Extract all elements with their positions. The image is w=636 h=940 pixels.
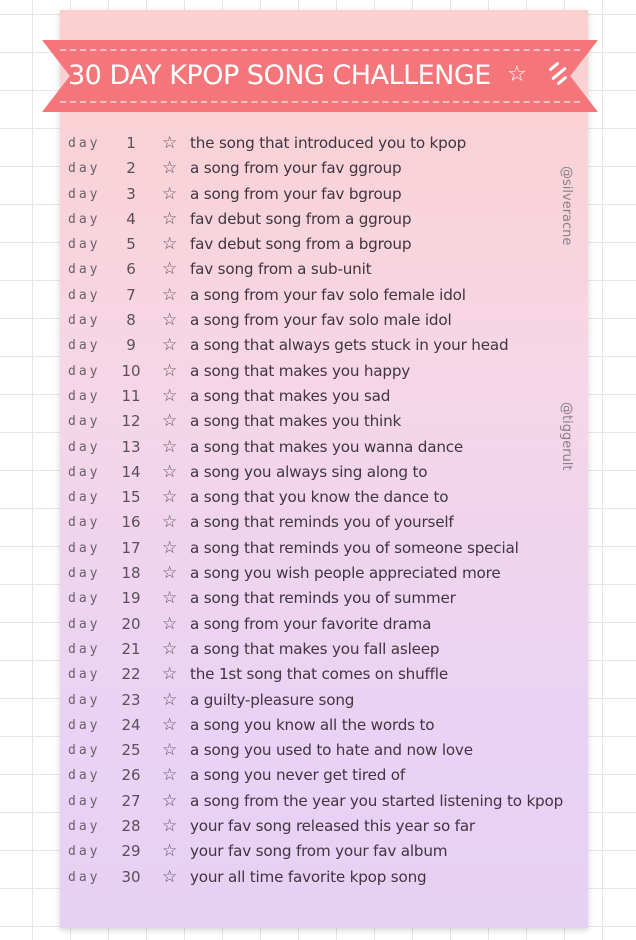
day-label: day: [68, 667, 101, 683]
list-item: [68, 359, 588, 384]
star-outline-icon: ☆: [162, 613, 178, 634]
day-number: 3: [126, 184, 136, 203]
day-number: 13: [121, 437, 141, 456]
star-outline-icon: ☆: [162, 360, 178, 381]
day-label: day: [68, 819, 101, 835]
star-outline-icon: ☆: [162, 183, 178, 204]
prompt-text: a song you used to hate and now love: [190, 741, 473, 760]
list-item: [68, 789, 588, 814]
list-item: [68, 131, 588, 156]
day-label: day: [68, 136, 101, 151]
prompt-text: a song that makes you think: [190, 412, 402, 431]
day-label: day: [68, 768, 101, 784]
prompt-text: fav song from a sub-unit: [190, 260, 372, 279]
day-label: day: [68, 641, 101, 657]
star-outline-icon: ☆: [162, 689, 178, 710]
list-item: [68, 333, 588, 358]
day-number: 15: [121, 488, 141, 507]
star-outline-icon: ☆: [162, 664, 178, 685]
day-number: 19: [121, 589, 141, 608]
day-label: day: [68, 388, 101, 404]
day-number: 10: [121, 361, 141, 380]
day-number: 6: [126, 260, 136, 279]
star-outline-icon: ☆: [162, 512, 178, 533]
list-item: [68, 156, 588, 181]
star-outline-icon: ☆: [162, 790, 178, 811]
prompt-text: a song that makes you wanna dance: [190, 437, 464, 456]
day-number: 14: [121, 462, 141, 481]
star-outline-icon: ☆: [162, 133, 178, 153]
star-outline-icon: ☆: [162, 866, 178, 887]
prompt-text: a song you wish people appreciated more: [190, 564, 501, 583]
list-item: [68, 283, 588, 308]
list-item: [68, 460, 588, 485]
list-item: [68, 561, 588, 586]
day-number: 9: [126, 336, 136, 355]
star-outline-icon: ☆: [162, 234, 178, 255]
list-item: [68, 637, 588, 662]
star-outline-icon: ☆: [162, 714, 178, 735]
day-label: day: [68, 313, 101, 329]
list-item: [68, 182, 588, 207]
star-outline-icon: ☆: [162, 563, 178, 584]
day-number: 22: [121, 665, 141, 684]
day-number: 21: [121, 639, 141, 658]
prompt-text: a song from your favorite drama: [190, 614, 432, 633]
day-label: day: [68, 414, 101, 430]
star-outline-icon: ☆: [162, 740, 178, 761]
star-outline-icon: ☆: [162, 335, 178, 356]
star-outline-icon: ☆: [162, 310, 178, 331]
prompt-text: a song from the year you started listening to kpop: [190, 791, 564, 810]
prompt-text: your all time favorite kpop song: [190, 867, 427, 886]
day-label: day: [68, 262, 101, 278]
prompt-text: your fav song released this year so far: [190, 817, 475, 836]
day-label: day: [68, 566, 101, 582]
star-outline-icon: ☆: [162, 765, 178, 786]
list-item: [68, 839, 588, 864]
prompt-text: a song that always gets stuck in your head: [190, 336, 509, 355]
list-item: [68, 409, 588, 434]
prompt-text: a song that reminds you of summer: [190, 589, 456, 608]
star-outline-icon: ☆: [162, 158, 178, 179]
sparkle-lines-icon: [546, 57, 570, 91]
day-label: day: [68, 490, 101, 506]
day-number: 24: [121, 715, 141, 734]
list-item: [68, 485, 588, 510]
prompt-text: a song you know all the words to: [190, 715, 435, 734]
list-item: [68, 738, 588, 763]
day-label: day: [68, 515, 101, 531]
list-item: [68, 257, 588, 282]
day-number: 7: [126, 285, 136, 304]
day-number: 30: [121, 867, 141, 886]
star-outline-icon: ☆: [162, 461, 178, 482]
prompt-text: fav debut song from a bgroup: [190, 235, 412, 254]
prompt-text: a song that you know the dance to: [190, 488, 449, 507]
list-item: [68, 662, 588, 687]
prompt-text: the song that introduced you to kpop: [190, 134, 467, 152]
prompt-text: a song that makes you sad: [190, 386, 391, 405]
list-item: [68, 763, 588, 788]
day-label: day: [68, 363, 101, 379]
star-outline-icon: ☆: [162, 208, 178, 229]
star-outline-icon: ☆: [162, 259, 178, 280]
prompt-text: a song you always sing along to: [190, 462, 428, 481]
day-label: day: [68, 844, 101, 860]
credit-silveracne: @silveracne: [559, 166, 574, 246]
list-item: [68, 308, 588, 333]
prompt-text: a song that reminds you of yourself: [190, 513, 454, 532]
day-number: 8: [126, 311, 136, 330]
day-label: day: [68, 287, 101, 303]
day-label: day: [68, 743, 101, 759]
day-number: 26: [121, 766, 141, 785]
day-number: 16: [121, 513, 141, 532]
prompt-text: a song from your fav solo female idol: [190, 285, 466, 304]
day-number: 27: [121, 791, 141, 810]
star-outline-icon: ☆: [507, 62, 527, 87]
star-outline-icon: ☆: [162, 487, 178, 508]
list-item: [68, 612, 588, 637]
day-number: 20: [121, 614, 141, 633]
prompt-text: a song from your fav solo male idol: [190, 311, 452, 330]
day-number: 11: [121, 386, 141, 405]
prompt-text: your fav song from your fav album: [190, 842, 448, 861]
star-outline-icon: ☆: [162, 411, 178, 432]
day-label: day: [68, 439, 101, 455]
day-label: day: [68, 186, 101, 202]
day-number: 17: [121, 538, 141, 557]
prompt-text: a song that makes you fall asleep: [190, 639, 440, 658]
day-label: day: [68, 717, 101, 733]
day-number: 5: [126, 235, 136, 254]
star-outline-icon: ☆: [162, 841, 178, 862]
day-label: day: [68, 591, 101, 607]
prompt-text: a song from your fav ggroup: [190, 159, 402, 178]
challenge-list: [68, 131, 588, 890]
list-item: [68, 384, 588, 409]
star-outline-icon: ☆: [162, 588, 178, 609]
star-outline-icon: ☆: [162, 436, 178, 457]
day-label: day: [68, 464, 101, 480]
prompt-text: the 1st song that comes on shuffle: [190, 665, 448, 684]
star-outline-icon: ☆: [162, 284, 178, 305]
prompt-text: fav debut song from a ggroup: [190, 209, 412, 228]
day-number: 28: [121, 817, 141, 836]
day-label: day: [68, 338, 101, 354]
list-item: [68, 536, 588, 561]
day-number: 18: [121, 564, 141, 583]
star-outline-icon: ☆: [162, 385, 178, 406]
day-label: day: [68, 616, 101, 632]
day-label: day: [68, 869, 101, 885]
day-label: day: [68, 793, 101, 809]
page-title: 30 DAY KPOP SONG CHALLENGE: [68, 60, 491, 91]
star-outline-icon: ☆: [162, 638, 178, 659]
list-item: [68, 232, 588, 257]
list-item: [68, 586, 588, 611]
star-outline-icon: ☆: [162, 816, 178, 837]
day-label: day: [68, 211, 101, 227]
list-item: [68, 435, 588, 460]
prompt-text: a song that reminds you of someone special: [190, 538, 519, 557]
day-label: day: [68, 237, 101, 253]
credit-tiggerult: @tiggerult: [559, 402, 574, 471]
list-item: [68, 510, 588, 535]
day-number: 23: [121, 690, 141, 709]
list-item: [68, 207, 588, 232]
day-label: day: [68, 692, 101, 708]
day-number: 4: [126, 209, 136, 228]
day-number: 2: [126, 159, 136, 178]
list-item: [68, 814, 588, 839]
prompt-text: a song that makes you happy: [190, 361, 411, 380]
day-number: 12: [121, 412, 141, 431]
day-label: day: [68, 161, 101, 177]
prompt-text: a song you never get tired of: [190, 766, 406, 785]
list-item: [68, 865, 588, 890]
day-label: day: [68, 540, 101, 556]
list-item: [68, 713, 588, 738]
prompt-text: a guilty-pleasure song: [190, 690, 355, 709]
day-number: 25: [121, 741, 141, 760]
star-outline-icon: ☆: [162, 537, 178, 558]
day-number: 29: [121, 842, 141, 861]
list-item: [68, 688, 588, 713]
prompt-text: a song from your fav bgroup: [190, 184, 402, 203]
day-number: 1: [126, 134, 136, 152]
